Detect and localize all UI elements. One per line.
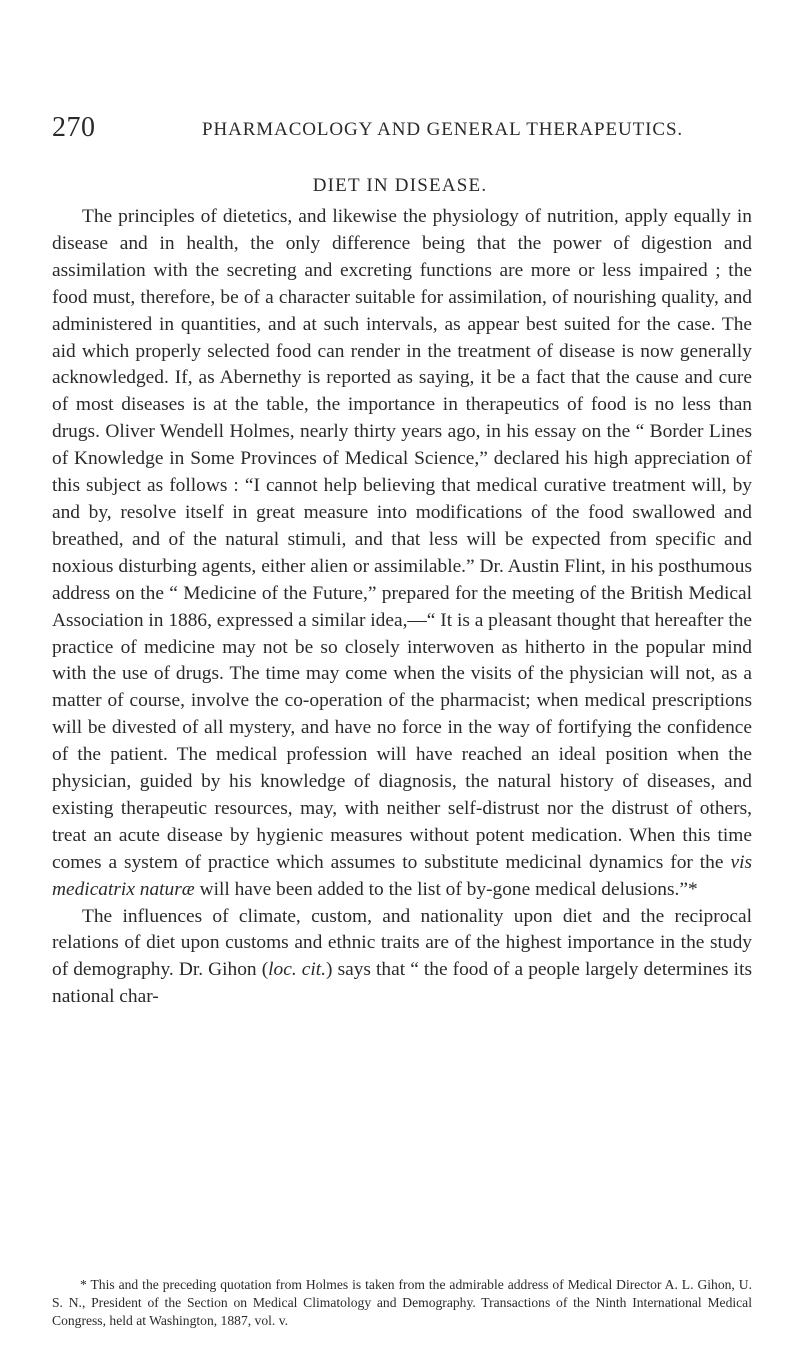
- running-title: PHARMACOLOGY AND GENERAL THERAPEUTICS.: [202, 119, 684, 140]
- paragraph-climate-custom: [52, 904, 752, 1012]
- italic-citation: loc. cit.: [268, 959, 327, 981]
- paragraph-text: The principles of dietetics, and likewise the physiology of nutrition, apply equally in disease and in health, the only difference being that the power of digestion and assimilation with the secreting and excreting functions are more or less impaired ; the food must, therefore, be of a character suitable for assimilation, of nourishing quality, and administered in quantities, and at such intervals, as appear best suited for the case. The aid which properly selected food can render in the treatment of disease is now generally acknowledged. If, as Abernethy is reported as saying, it be a fact that the cause and cure of most diseases is at the table, the importance in therapeutics of food is no less than drugs. Oliver Wendell Holmes, nearly thirty years ago, in his essay on the “ Border Lines of Knowledge in Some Provinces of Medical Science,” declared his high appreciation of this subject as follows : “I cannot help believing that medical curative treatment will, by and by, resolve itself in great measure into modifications of the food swallowed and breathed, and of the natural stimuli, and that less will be expected from specific and noxious disturbing agents, either alien or assimilable.” Dr. Austin Flint, in his posthumous address on the “ Medicine of the Future,” prepared for the meeting of the British Medical Association in 1886, expressed a similar idea,—“ It is a pleasant thought that hereafter the practice of medicine may not be so closely interwoven as hitherto in the popular mind with the use of drugs. The time may come when the visits of the physician will not, as a matter of course, involve the co-operation of the pharmacist; when medical prescriptions will be divested of all mystery, and have no force in the way of fortifying the confidence of the patient. The medical profession will have reached an ideal position when the physician, guided by his knowledge of diagnosis, the natural history of diseases, and existing therapeutic resources, may, with neither self-distrust nor the distrust of others, treat an acute disease by hygienic measures without potent medication. When this time comes a system of practice which assumes to substitute medicinal dynamics for the: [52, 206, 753, 873]
- page-number: 270: [52, 112, 96, 143]
- body-text: [52, 204, 752, 1011]
- paragraph-diet-principles: [52, 204, 752, 904]
- section-heading: DIET IN DISEASE.: [312, 175, 488, 196]
- footnote: [52, 1276, 752, 1329]
- paragraph-text: will have been added to the list of by-gone medical delusions.”*: [199, 878, 698, 900]
- paragraph-text: The influences of climate, custom, and nationality upon diet and the reciprocal relations of diet upon customs and ethnic traits are of the highest importance in the study of demography. Dr. Gihon (: [52, 905, 752, 981]
- footnote-text: * This and the preceding quotation from Holmes is taken from the admirable address of Medical Director A. L. Gihon, U. S. N., President of the Section on Medical Climatology and Demography. Transactions of the Ninth International Medical Congress, held at Washington, 1887, vol. v.: [52, 1277, 752, 1328]
- paragraph-text: ) says that “ the food of a people largely determines its national char-: [52, 959, 753, 1008]
- running-head: [52, 112, 752, 144]
- italic-phrase: vis medicatrix naturæ: [52, 851, 753, 900]
